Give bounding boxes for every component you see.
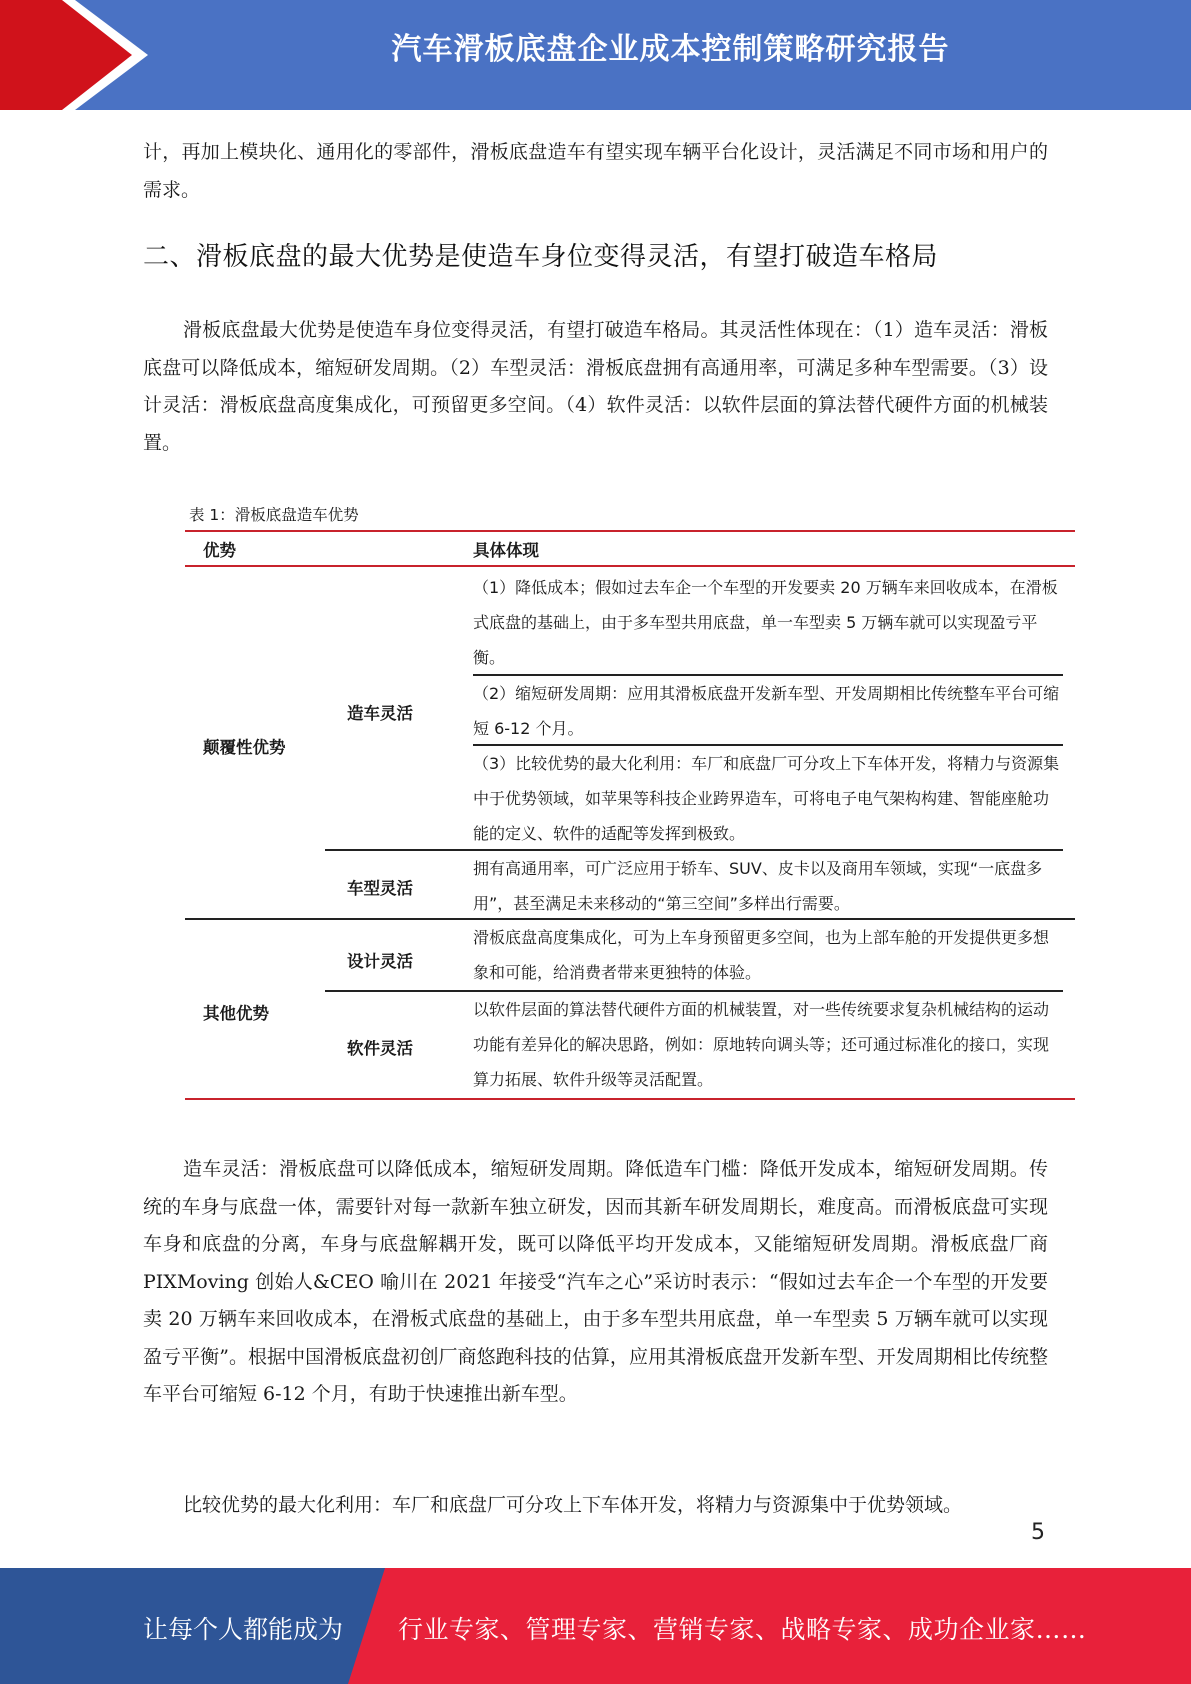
summary-paragraph: 滑板底盘最大优势是使造车身位变得灵活，有望打破造车格局。其灵活性体现在：（1）造车灵活：滑板底盘可以降低成本，缩短研发周期。（2）车型灵活：滑板底盘拥有高通用率，可满足多种车型需要。（3）设计灵活：滑板底盘高度集成化，可预留更多空间。（4）软件灵活：以软件层面的算法替代硬件方面的机械装置。 <box>143 319 1048 454</box>
document-title: 汽车滑板底盘企业成本控制策略研究报告 <box>391 32 950 67</box>
table-cell: （1）降低成本；假如过去车企一个车型的开发要卖 20 万辆车来回收成本，在滑板式底盘的基础上，由于多车型共用底盘，单一车型卖 5 万辆车就可以实现盈亏平衡。 <box>473 578 1058 667</box>
col-header-advantage: 优势 <box>203 541 236 560</box>
group-label-disruptive: 颠覆性优势 <box>203 738 286 757</box>
subgroup-label-design: 设计灵活 <box>347 952 413 971</box>
page-number: 5 <box>1031 1520 1045 1545</box>
table-cell: （2）缩短研发周期：应用其滑板底盘开发新车型、开发周期相比传统整车平台可缩短 6-12 个月。 <box>473 684 1060 738</box>
table-top-rule <box>185 530 1075 532</box>
table-bottom-rule <box>185 1098 1075 1100</box>
subgroup-label-software: 软件灵活 <box>347 1039 413 1058</box>
detail-paragraph: 造车灵活：滑板底盘可以降低成本，缩短研发周期。降低造车门槛：降低开发成本，缩短研发周期。传统的车身与底盘一体，需要针对每一款新车独立研发，因而其新车研发周期长，难度高。而滑板底盘可实现车身和底盘的分离，车身与底盘解耦开发，既可以降低平均开发成本，又能缩短研发周期。滑板底盘厂商 PIXMoving 创始人&CEO 喻川在 2021 年接受“汽车之心”采访时表示：“假如过去车企一个车型的开发要卖 20 万辆车来回收成本，在滑板式底盘的基础上，由于多车型共用底盘，单一车型卖 5 万辆车就可以实现盈亏平衡”。根据中国滑板底盘初创厂商悠跑科技的估算，应用其滑板底盘开发新车型、开发周期相比传统整车平台可缩短 6-12 个月，有助于快速推出新车型。 <box>143 1158 1048 1405</box>
table-cell: 拥有高通用率，可广泛应用于轿车、SUV、皮卡以及商用车领域，实现“一底盘多用”，甚至满足未来移动的“第三空间”多样出行需要。 <box>473 859 1043 913</box>
header-arrow-graphic <box>0 0 160 110</box>
intro-paragraph: 计，再加上模块化、通用化的零部件，滑板底盘造车有望实现车辆平台化设计，灵活满足不同市场和用户的需求。 <box>143 141 1048 201</box>
advantages-table <box>185 498 1075 1102</box>
footer-slogan-left: 让每个人都能成为 <box>143 1615 344 1644</box>
group-label-other: 其他优势 <box>203 1004 269 1023</box>
last-paragraph: 比较优势的最大化利用：车厂和底盘厂可分攻上下车体开发，将精力与资源集中于优势领域。 <box>183 1494 963 1516</box>
footer-slogan-right: 行业专家、管理专家、营销专家、战略专家、成功企业家…… <box>398 1615 1087 1644</box>
subgroup-label-model: 车型灵活 <box>347 879 413 898</box>
table-header-rule <box>185 565 1075 567</box>
table-cell: 以软件层面的算法替代硬件方面的机械装置，对一些传统要求复杂机械结构的运动功能有差异化的解决思路，例如：原地转向调头等；还可通过标准化的接口，实现算力拓展、软件升级等灵活配置。 <box>473 1000 1050 1089</box>
col-header-details: 具体体现 <box>473 541 539 560</box>
subgroup-label-build: 造车灵活 <box>347 704 413 723</box>
table-caption: 表 1：滑板底盘造车优势 <box>189 506 359 524</box>
table-cell: 滑板底盘高度集成化，可为上车身预留更多空间，也为上部车舱的开发提供更多想象和可能，给消费者带来更独特的体验。 <box>473 928 1050 982</box>
table-cell: （3）比较优势的最大化利用：车厂和底盘厂可分攻上下车体开发，将精力与资源集中于优势领域，如苹果等科技企业跨界造车，可将电子电气架构构建、智能座舱功能的定义、软件的适配等发挥到极致。 <box>473 754 1060 843</box>
section-heading: 二、滑板底盘的最大优势是使造车身位变得灵活，有望打破造车格局 <box>143 242 939 272</box>
